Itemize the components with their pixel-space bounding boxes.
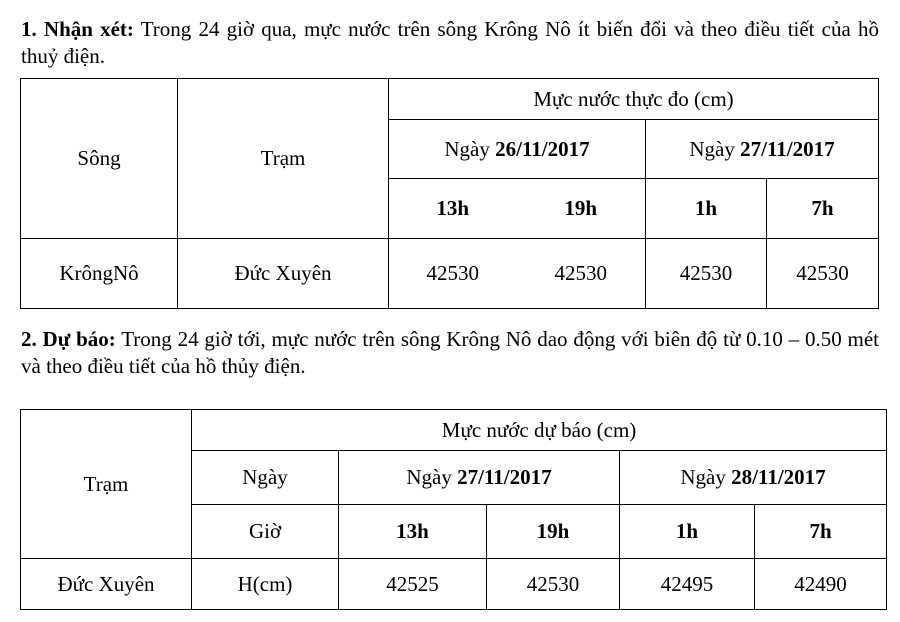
value-cell: 42525 xyxy=(339,559,487,610)
observed-hour-1: 13h xyxy=(389,179,517,239)
observed-group-header: Mực nước thực đo (cm) xyxy=(389,79,879,120)
forecast-group-header: Mực nước dự báo (cm) xyxy=(192,410,887,451)
observation-text: Trong 24 giờ qua, mực nước trên sông Krông Nô ít biến đổi và theo điều tiết của hồ thuỷ điện. xyxy=(21,17,879,68)
river-cell: KrôngNô xyxy=(21,239,178,309)
station-cell: Đức Xuyên xyxy=(178,239,389,309)
forecast-text: Trong 24 giờ tới, mực nước trên sông Krông Nô dao động với biên độ từ 0.10 – 0.50 mét và theo điều tiết của hồ thủy điện. xyxy=(21,327,879,378)
station-cell: Đức Xuyên xyxy=(21,559,192,610)
observed-hour-2: 19h xyxy=(517,179,646,239)
table-row xyxy=(21,559,887,610)
forecast-hour-1: 13h xyxy=(339,505,487,559)
col-station-header: Trạm xyxy=(178,79,389,239)
value-cell: 42530 xyxy=(517,239,646,309)
value-cell: 42495 xyxy=(620,559,755,610)
table-row xyxy=(21,239,879,309)
forecast-station-header: Trạm xyxy=(21,410,192,559)
forecast-heading: 2. Dự báo: xyxy=(21,327,116,351)
value-cell: 42530 xyxy=(767,239,879,309)
observation-heading: 1. Nhận xét: xyxy=(21,17,134,41)
value-cell: 42530 xyxy=(389,239,517,309)
forecast-day1-header: Ngày 27/11/2017 xyxy=(339,451,620,505)
forecast-hour-label: Giờ xyxy=(192,505,339,559)
value-cell: 42530 xyxy=(646,239,767,309)
value-cell: 42490 xyxy=(755,559,887,610)
observed-day1-header: Ngày 26/11/2017 xyxy=(389,120,646,179)
observed-water-level-table xyxy=(20,78,879,309)
forecast-hour-4: 7h xyxy=(755,505,887,559)
col-river-header: Sông xyxy=(21,79,178,239)
forecast-day2-header: Ngày 28/11/2017 xyxy=(620,451,887,505)
forecast-day-label: Ngày xyxy=(192,451,339,505)
observation-paragraph xyxy=(21,16,879,70)
forecast-paragraph xyxy=(21,326,879,380)
forecast-water-level-table xyxy=(20,409,887,610)
forecast-hour-2: 19h xyxy=(487,505,620,559)
value-cell: 42530 xyxy=(487,559,620,610)
forecast-hour-3: 1h xyxy=(620,505,755,559)
observed-day2-header: Ngày 27/11/2017 xyxy=(646,120,879,179)
observed-hour-3: 1h xyxy=(646,179,767,239)
observed-hour-4: 7h xyxy=(767,179,879,239)
unit-cell: H(cm) xyxy=(192,559,339,610)
